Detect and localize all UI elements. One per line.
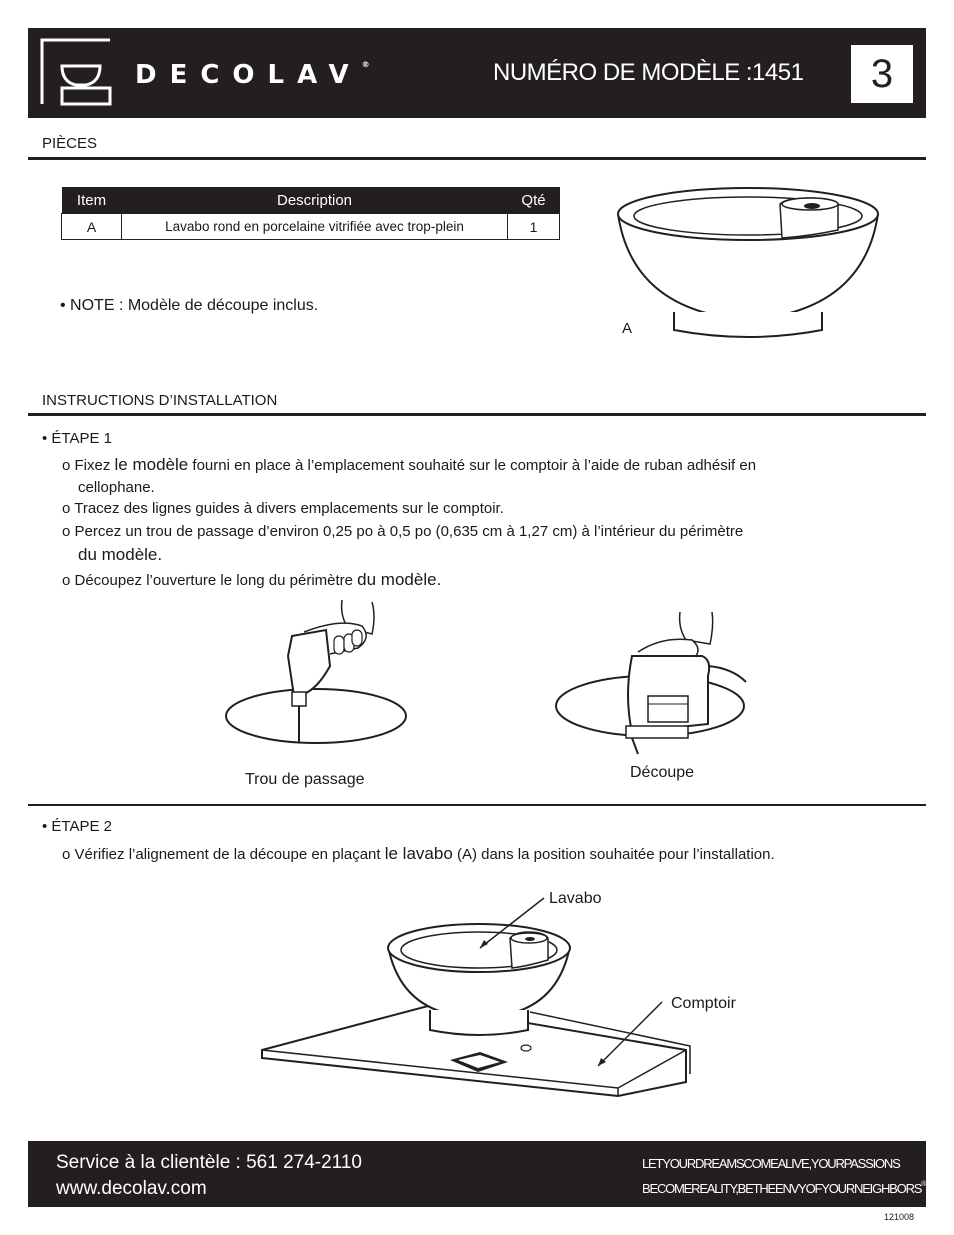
template-note: • NOTE : Modèle de découpe inclus. [60,297,319,314]
caption-drill-hole: Trou de passage [245,771,365,788]
drill-illustration [222,596,412,746]
table-header-row [62,187,560,214]
document-code: 121008 [884,1212,915,1222]
parts-section-title: PIÈCES [42,135,98,152]
step-divider [28,804,926,806]
step2-instruction-1: o Vérifiez l’alignement de la découpe en plaçant le lavabo (A) dans la position souhaitée pour l’installation. [62,844,775,863]
decolav-logo-icon [40,38,112,106]
model-number-title: NUMÉRO DE MODÈLE :1451 [493,59,804,86]
sink-illustration [610,184,886,340]
label-countertop: Comptoir [671,995,736,1012]
step1-instruction-4: o Découpez l’ouverture le long du périmètre du modèle. [62,570,442,589]
step1-instruction-2: o Tracez des lignes guides à divers emplacements sur le comptoir. [62,500,504,517]
tagline-line-1: LETYOURDREAMSCOMEALIVE,YOURPASSIONS [642,1156,900,1171]
step1-instruction-1: o Fixez le modèle fourni en place à l’emplacement souhaité sur le comptoir à l’aide de ruban adhésif en [62,455,757,474]
caption-cutout: Découpe [630,764,695,781]
website-link[interactable]: www.decolav.com [56,1178,207,1199]
cell-qty: 1 [508,214,560,240]
jigsaw-illustration [552,606,752,756]
column-header-description: Description [122,187,508,214]
cell-item: A [62,214,122,240]
brand-name: DECOLAV® [135,60,370,90]
customer-service-phone: Service à la clientèle : 561 274-2110 [56,1152,362,1173]
column-header-item: Item [62,187,122,214]
sink-on-counter-illustration [258,886,698,1118]
step1-instruction-3: o Percez un trou de passage d’environ 0,25 po à 0,5 po (0,635 cm à 1,27 cm) à l’intérieur du périmètre [62,523,744,540]
install-section-title: INSTRUCTIONS D’INSTALLATION [42,392,278,409]
tagline-line-2: BECOMEREALITY,BETHEENVYOFYOURNEIGHBORS® [642,1181,926,1196]
column-header-qty: Qté [508,187,560,214]
label-sink: Lavabo [549,890,602,907]
part-label-a: A [622,320,633,337]
section-divider [28,413,926,416]
step2-title: • ÉTAPE 2 [42,818,112,835]
step1-title: • ÉTAPE 1 [42,430,112,447]
parts-table [61,187,560,240]
section-divider [28,157,926,160]
step1-instruction-1-cont: cellophane. [78,479,155,496]
cell-description: Lavabo rond en porcelaine vitrifiée avec trop-plein [122,214,508,240]
step1-instruction-3-cont: du modèle. [78,545,163,564]
page-number: 3 [851,45,913,103]
table-row [62,214,560,240]
